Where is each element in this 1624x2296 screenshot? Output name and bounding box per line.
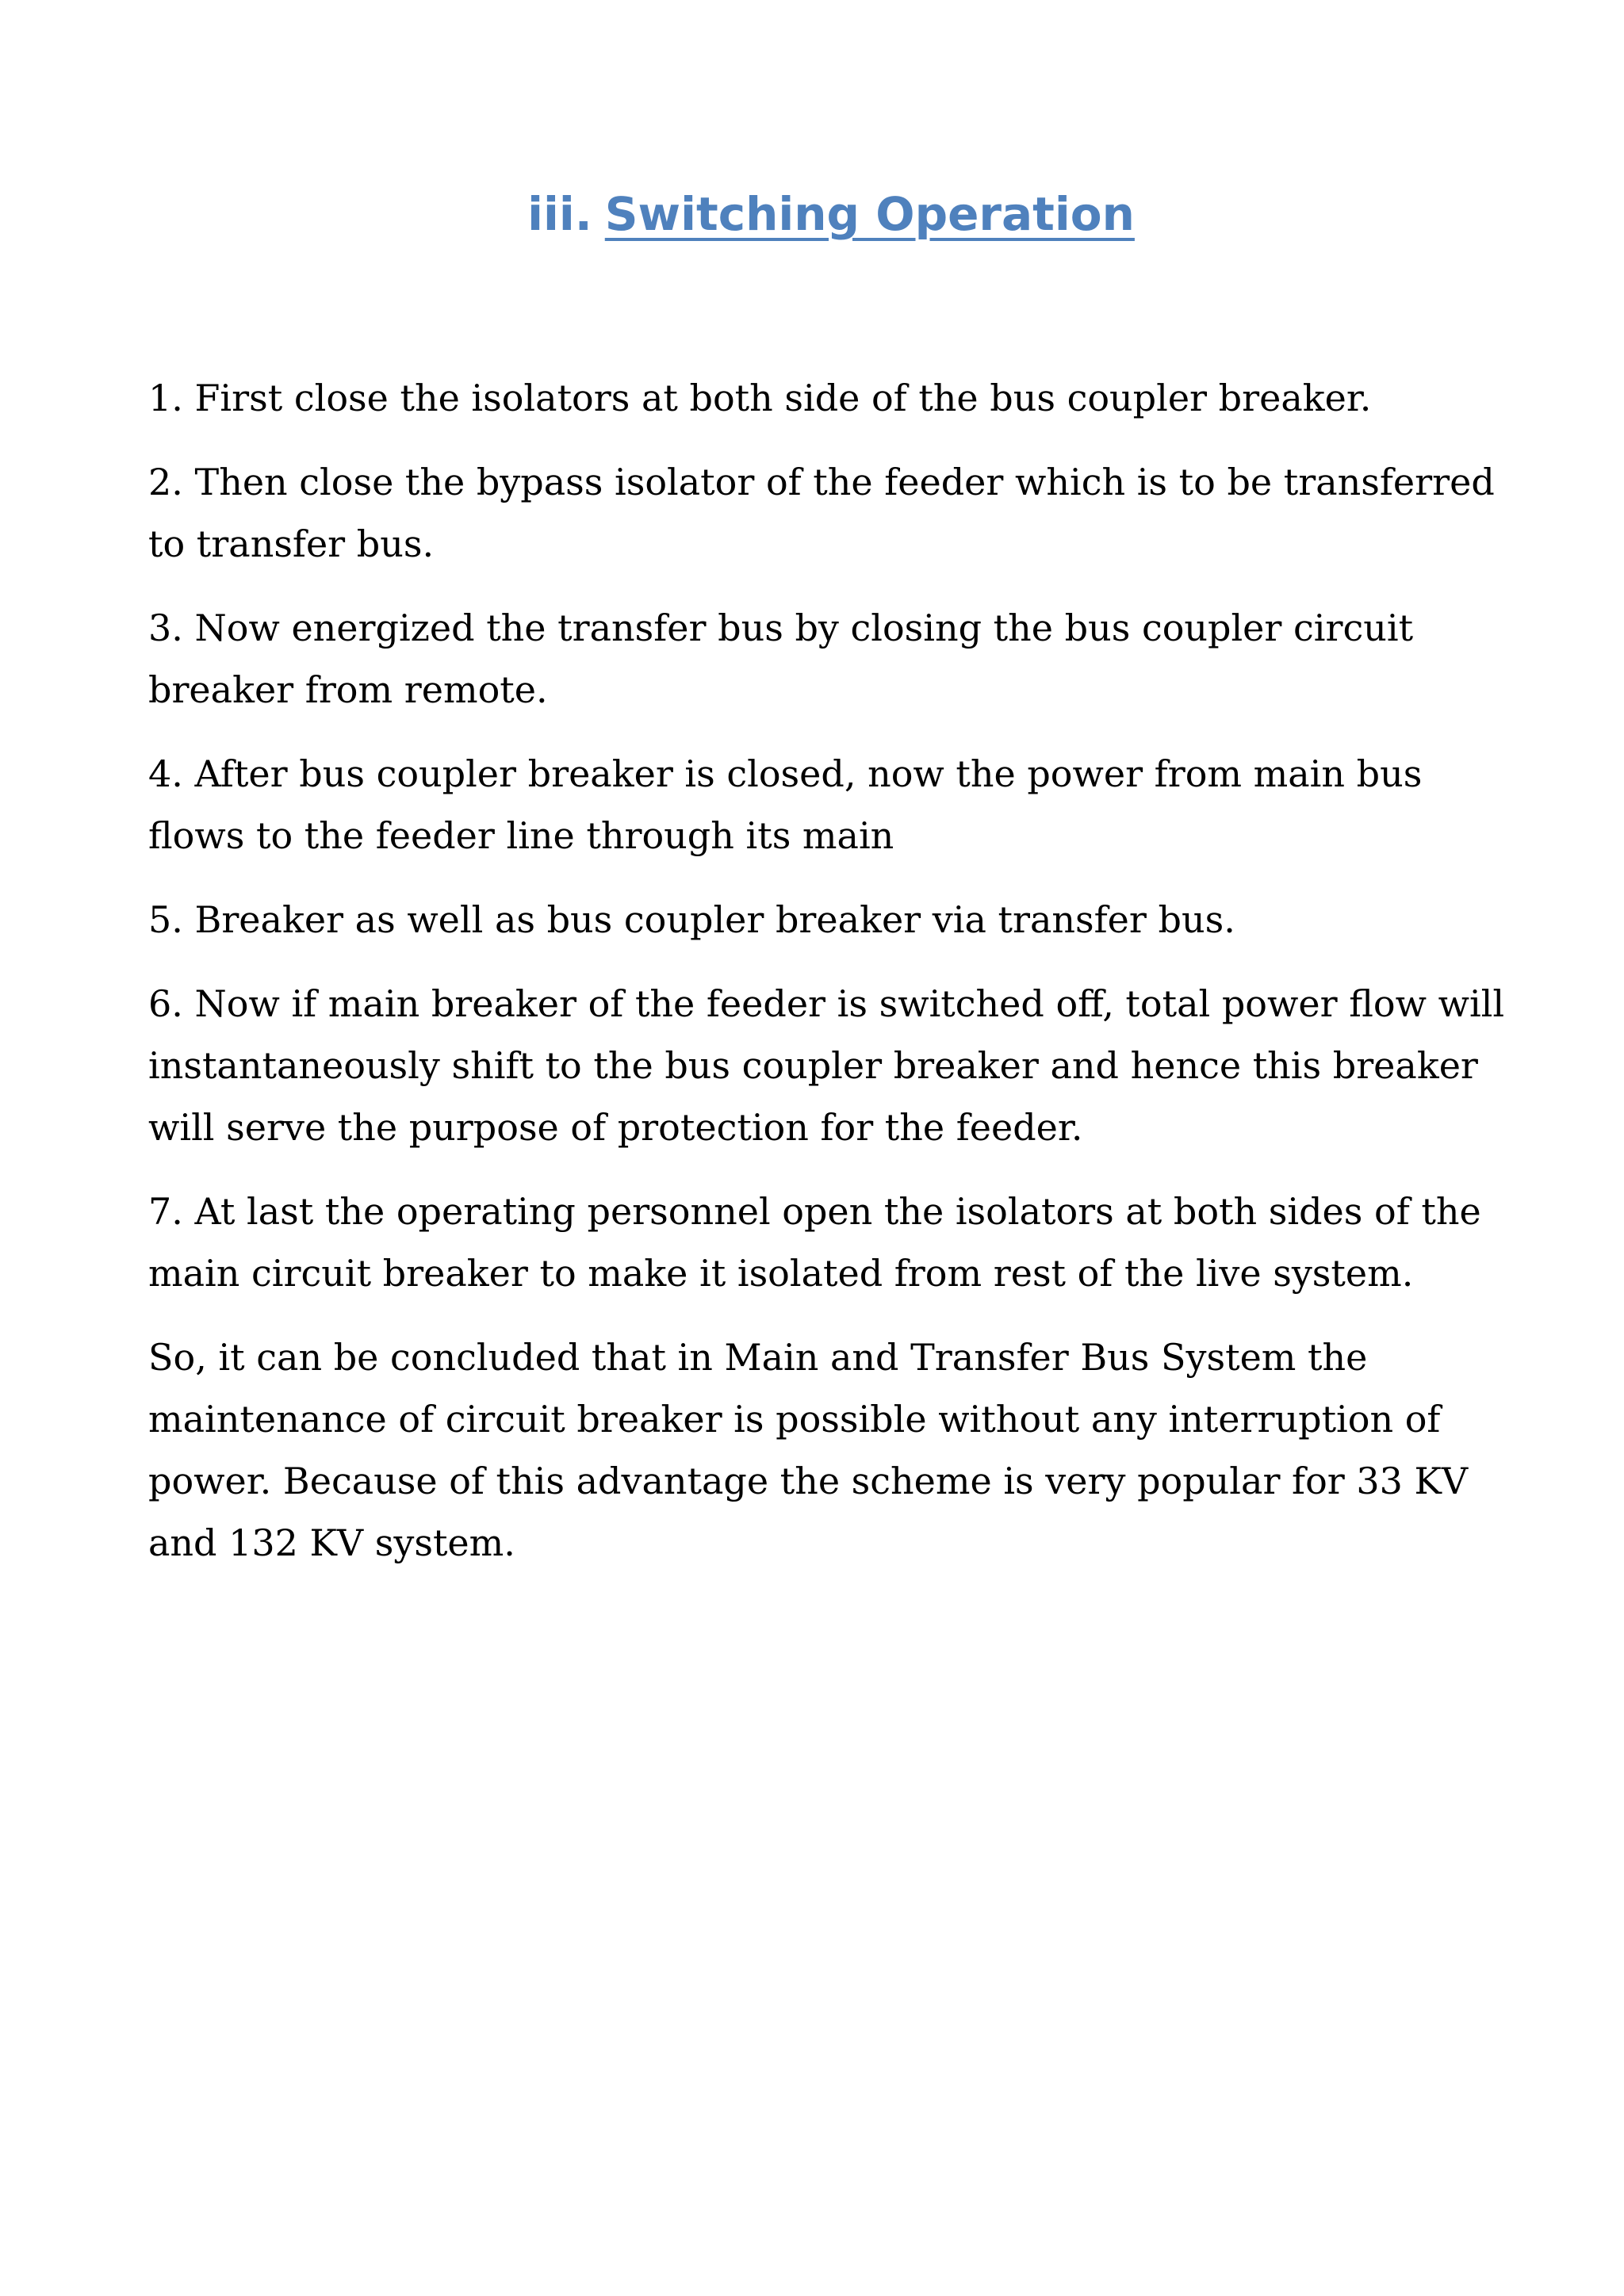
step-paragraph: 3. Now energized the transfer bus by closing the bus coupler circuit breaker from remote.	[148, 607, 1414, 711]
section-number: iii.	[527, 187, 592, 241]
step-paragraph: 7. At last the operating personnel open the isolators at both sides of the main circuit breaker to make it isolated from rest of the live system.	[148, 1190, 1481, 1295]
step-paragraph: 4. After bus coupler breaker is closed, now the power from main bus flows to the feeder line through its main	[148, 752, 1423, 857]
step-paragraph: 1. First close the isolators at both side of the bus coupler breaker.	[148, 377, 1372, 419]
document-body	[148, 367, 1520, 1596]
conclusion-paragraph: So, it can be concluded that in Main and Transfer Bus System the maintenance of circuit breaker is possible without any interruption of power. Because of this advantage the scheme is very popular for 33 KV and 132 KV system.	[148, 1336, 1469, 1564]
section-title: Switching Operation	[604, 187, 1135, 241]
step-paragraph: 2. Then close the bypass isolator of the feeder which is to be transferred to transfer bus.	[148, 461, 1495, 565]
step-paragraph: 5. Breaker as well as bus coupler breaker via transfer bus.	[148, 898, 1235, 941]
section-heading	[0, 181, 1624, 247]
step-paragraph: 6. Now if main breaker of the feeder is switched off, total power flow will instantaneously shift to the bus coupler breaker and hence this breaker will serve the purpose of protection for the feeder.	[148, 982, 1505, 1149]
